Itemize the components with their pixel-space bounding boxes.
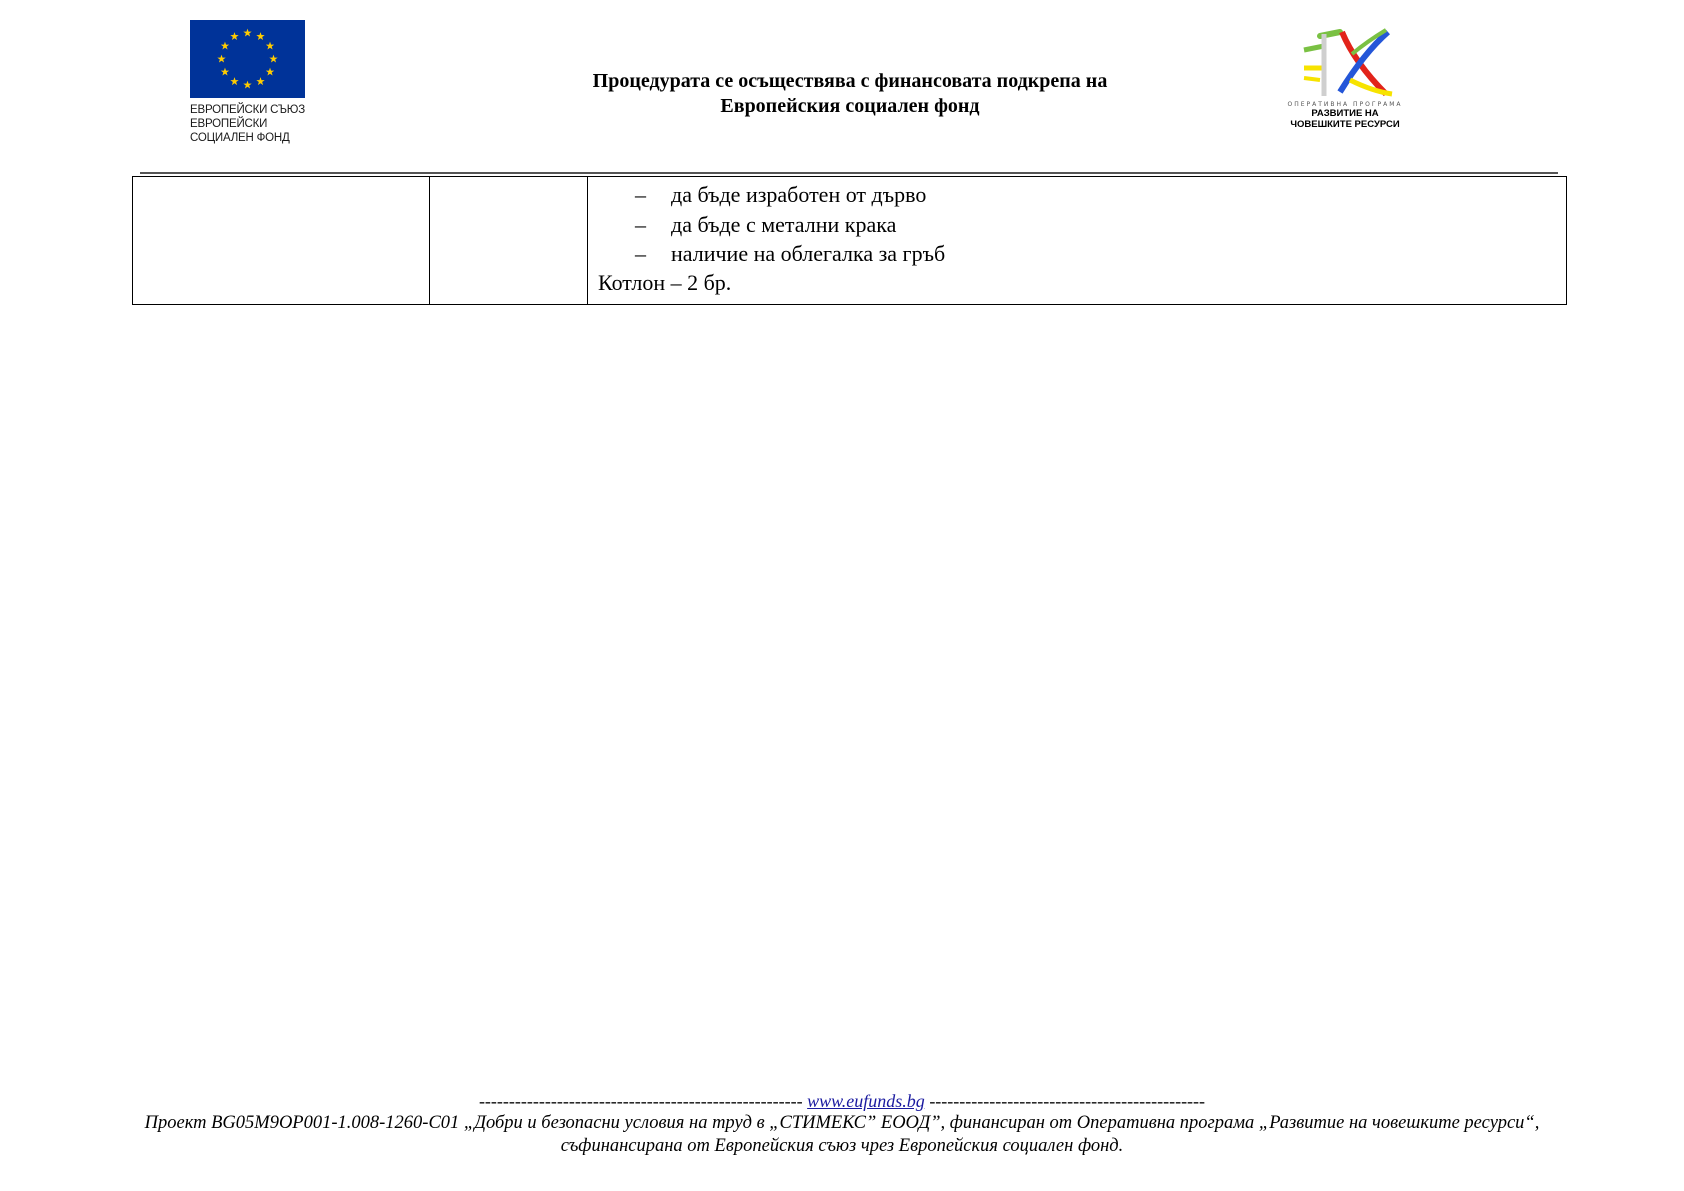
list-item-text: да бъде с метални крака <box>671 211 897 237</box>
page-header <box>0 0 1684 180</box>
eu-logo-line: ЕВРОПЕЙСКИ СЪЮЗ <box>190 104 305 116</box>
list-item <box>598 180 1558 210</box>
op-logo-name: РАЗВИТИЕ НА <box>1311 108 1379 119</box>
op-hrd-logo <box>1280 26 1410 130</box>
footer-dashes: ---------------------------------------------- <box>929 1091 1206 1111</box>
eu-logo-line: ЕВРОПЕЙСКИ <box>190 118 268 130</box>
list-item-text: да бъде изработен от дърво <box>671 182 927 207</box>
table-cell <box>430 177 588 305</box>
list-bullet: – <box>635 241 646 266</box>
eu-logo-text <box>190 103 320 145</box>
list-item <box>598 210 1558 240</box>
page-footer <box>0 1090 1684 1158</box>
table-row <box>133 177 1567 305</box>
op-hrd-emblem-icon <box>1290 26 1400 100</box>
list-bullet: – <box>635 182 646 207</box>
footer-dashes: ------------------------------------------------------ <box>478 1091 803 1111</box>
header-title-line: Процедурата се осъществява с финансовата подкрепа на <box>592 70 1108 92</box>
op-logo-caption: ОПЕРАТИВНА ПРОГРАМА <box>1287 101 1403 108</box>
eu-logo-line: СОЦИАЛЕН ФОНД <box>190 132 290 144</box>
eu-flag-icon <box>190 20 305 98</box>
footer-link-line <box>0 1090 1684 1112</box>
op-logo-name: ЧОВЕШКИТЕ РЕСУРСИ <box>1290 119 1400 130</box>
table-cell-description <box>588 177 1567 305</box>
header-title <box>500 69 1200 119</box>
list-item-text: наличие на облегалка за гръб <box>671 241 946 266</box>
header-title-line: Европейския социален фонд <box>720 95 980 117</box>
list-item <box>598 239 1558 269</box>
content-table <box>132 176 1567 305</box>
eu-logo <box>190 20 320 145</box>
eufunds-link[interactable]: www.eufunds.bg <box>807 1091 925 1111</box>
footer-project-text: Проект BG05M9OP001-1.008-1260-C01 „Добри и безопасни условия на труд в „СТИМЕКС” ЕООД”, финансиран от Оперативна програма „Развитие на човешките ресурси“, съфинансирана от Европейския съюз чрез Европейския социален фонд. <box>144 1113 1540 1156</box>
item-line: Котлон – 2 бр. <box>598 269 732 295</box>
list-bullet: – <box>635 211 646 237</box>
table-cell <box>133 177 430 305</box>
header-divider <box>140 172 1558 174</box>
